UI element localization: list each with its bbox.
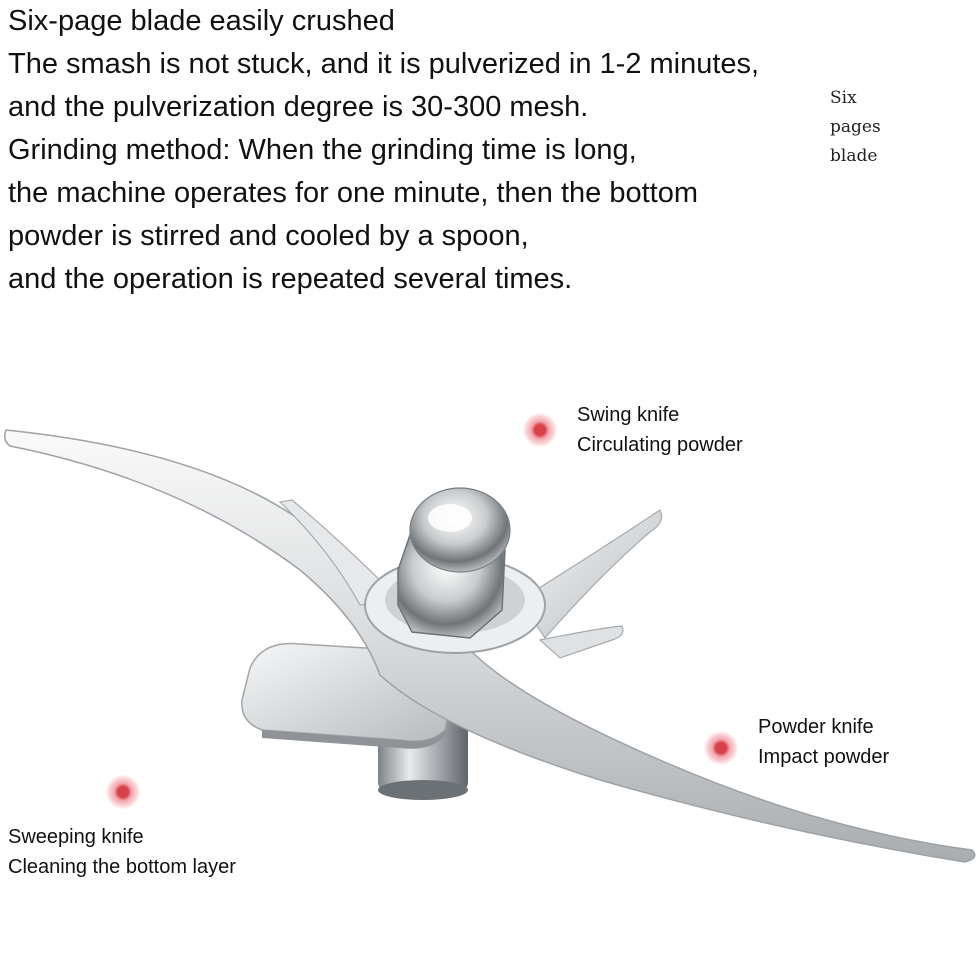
swing-knife-title: Swing knife [577,404,680,426]
blade-illustration [0,400,980,920]
side-label-line: pages [830,117,881,137]
description-line: The smash is not stuck, and it is pulverized in 1-2 minutes, [8,48,760,80]
side-label-line: Six [830,88,857,108]
six-pages-blade-label [830,84,881,171]
powder-knife-desc: Impact powder [758,746,890,768]
description-line: and the pulverization degree is 30-300 mesh. [8,91,589,123]
sweeping-knife-desc: Cleaning the bottom layer [8,856,236,878]
description-line: the machine operates for one minute, then the bottom [8,177,698,209]
sweeping-knife-title: Sweeping knife [8,826,144,848]
marker-dot [523,413,557,447]
marker-dot [704,731,738,765]
powder-knife-title: Powder knife [758,716,874,738]
marker-dot [106,775,140,809]
swing-knife-desc: Circulating powder [577,434,743,456]
description-line: Grinding method: When the grinding time is long, [8,134,637,166]
headline: Six-page blade easily crushed [8,5,395,37]
description-line: powder is stirred and cooled by a spoon, [8,220,529,252]
powder-knife-small [540,626,623,658]
description-line: and the operation is repeated several times. [8,263,573,295]
description-text [8,0,828,301]
side-label-line: blade [830,146,878,166]
blade-drawing [0,400,980,920]
